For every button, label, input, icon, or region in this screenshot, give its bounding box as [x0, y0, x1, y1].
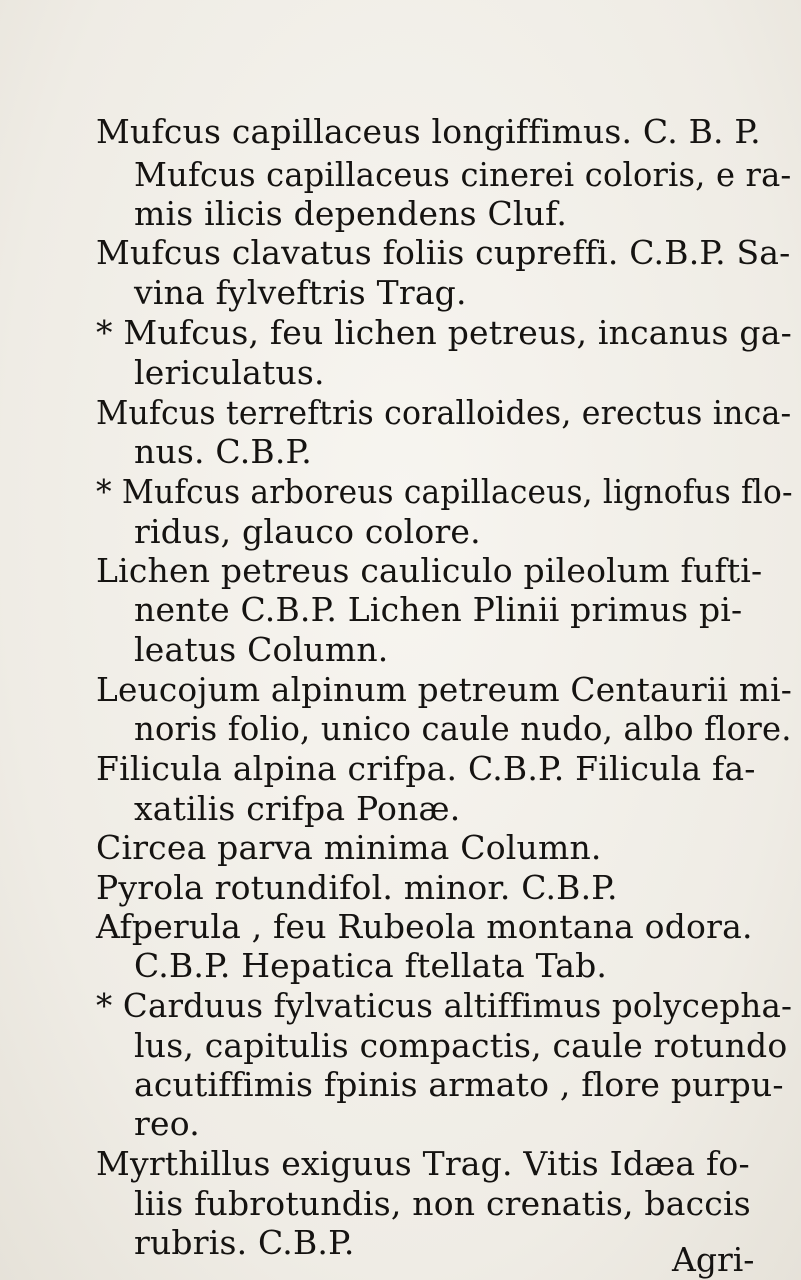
text-line: ridus, glauco colore.	[134, 512, 481, 551]
text-line: lus, capitulis compactis, caule rotundo	[134, 1026, 788, 1065]
text-line: * Carduus fylvaticus altiffimus polycepha-	[96, 986, 793, 1025]
text-line: Mufcus terreftris coralloides, erectus inca-	[96, 393, 792, 432]
text-line: acutiffimis fpinis armato , flore purpu-	[134, 1065, 784, 1104]
catchword: Agri-	[672, 1240, 755, 1279]
text-line: Afperula , feu Rubeola montana odora.	[96, 907, 753, 946]
text-line: Circea parva minima Column.	[96, 828, 602, 867]
text-line: nente C.B.P. Lichen Plinii primus pi-	[134, 590, 743, 629]
text-line: * Mufcus arboreus capillaceus, lignofus flo-	[96, 472, 793, 511]
text-line: Lichen petreus cauliculo pileolum fufti-	[96, 551, 763, 590]
text-line: Mufcus capillaceus longiffimus. C. B. P.	[96, 112, 761, 151]
text-line: Filicula alpina crifpa. C.B.P. Filicula fa-	[96, 749, 756, 788]
text-line: vina fylveftris Trag.	[134, 273, 467, 312]
text-line: lericulatus.	[134, 353, 325, 392]
text-line: Myrthillus exiguus Trag. Vitis Idæa fo-	[96, 1144, 750, 1183]
text-line: * Mufcus, feu lichen petreus, incanus ga-	[96, 313, 792, 352]
text-line: reo.	[134, 1104, 200, 1143]
text-line: liis fubrotundis, non crenatis, baccis	[134, 1184, 751, 1223]
text-line: mis ilicis dependens Cluf.	[134, 194, 568, 233]
text-line: Leucojum alpinum petreum Centaurii mi-	[96, 670, 793, 709]
text-line: leatus Column.	[134, 630, 389, 669]
text-line: Mufcus capillaceus cinerei coloris, e ra-	[134, 155, 792, 194]
text-line: C.B.P. Hepatica ftellata Tab.	[134, 946, 608, 985]
text-line: Mufcus clavatus foliis cupreffi. C.B.P. Sa-	[96, 233, 791, 272]
text-line: Pyrola rotundifol. minor. C.B.P.	[96, 868, 618, 907]
text-line: nus. C.B.P.	[134, 432, 312, 471]
text-line: rubris. C.B.P.	[134, 1223, 355, 1262]
text-line: xatilis crifpa Ponæ.	[134, 789, 461, 828]
text-line: noris folio, unico caule nudo, albo flore.	[134, 709, 792, 748]
